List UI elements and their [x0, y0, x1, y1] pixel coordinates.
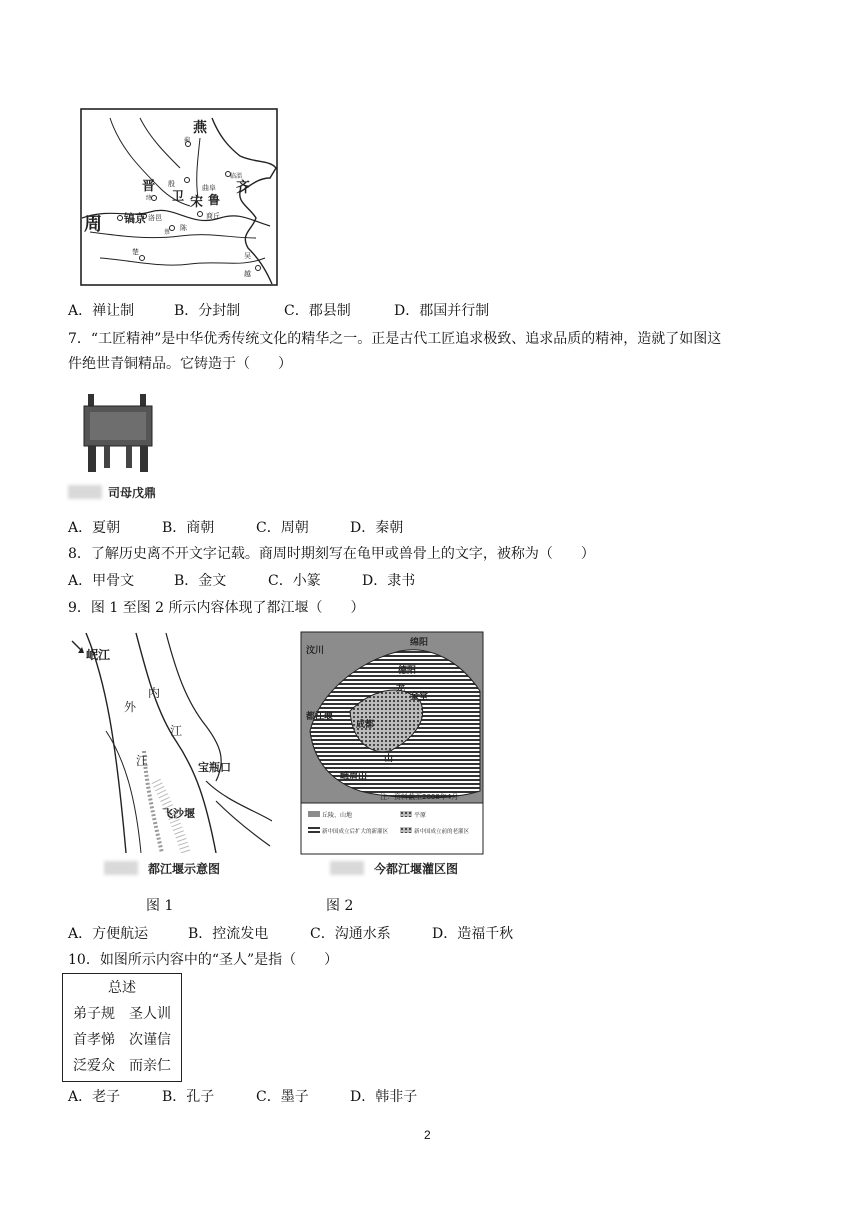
fig2-label-emeishan: 峨眉山	[340, 772, 368, 782]
q7-option-b[interactable]: B．商朝	[162, 520, 215, 536]
map-label-ji: 蓟	[184, 137, 191, 144]
fig1-label-jiang1: 江	[170, 724, 183, 738]
q9-options	[68, 924, 513, 944]
map-label-wei: 卫	[172, 189, 185, 203]
map-label-jiang: 绛	[146, 195, 153, 202]
q8-stem: 8．了解历史离不开文字记载。商周时期刻写在龟甲或兽骨上的文字，被称为（ ）	[68, 546, 595, 562]
map-label-jin: 晋	[142, 179, 156, 194]
q6-option-b[interactable]: B．分封制	[174, 303, 241, 319]
fig1-label: 图 1	[146, 898, 174, 914]
q10-option-d[interactable]: D．韩非子	[350, 1089, 418, 1105]
fig2-label-deyang: 德阳	[398, 666, 417, 676]
map-label-zhou: 周	[84, 214, 102, 235]
map-label-yin: 殷	[168, 180, 175, 188]
fig2-legend-3: 新中国成立后扩大的新灌区	[322, 829, 389, 835]
fig1-label-feishayan: 飞沙堰	[162, 807, 195, 820]
map-label-qi: 齐	[236, 180, 250, 196]
q7-option-d[interactable]: D．秦朝	[350, 520, 404, 536]
fig2-caption-blur	[330, 861, 364, 875]
map-label-chu: 楚	[132, 248, 139, 256]
ding-caption-blur	[68, 485, 102, 499]
q7-stem-line1: 7．“工匠精神”是中华优秀传统文化的精华之一。正是古代工匠追求极致、追求品质的精神，造就了如图这	[68, 331, 722, 347]
dizigui-line-2: 弟子规 圣人训	[73, 1006, 171, 1022]
fig2-caption: 今都江堰灌区图	[374, 862, 459, 876]
q7-options	[68, 518, 403, 538]
map-svg	[80, 108, 278, 286]
map-label-lu: 鲁	[208, 193, 221, 207]
ding-caption: 司母戊鼎	[108, 486, 157, 500]
q6-option-c[interactable]: C．郡县制	[284, 303, 351, 319]
q7-option-a[interactable]: A．夏朝	[68, 520, 121, 536]
fig2-svg	[300, 631, 484, 855]
map-label-cai: 蔡	[164, 229, 171, 236]
fig1-label-wai: 外	[124, 700, 137, 714]
fig2-label-dujiangyan: 都江堰	[306, 712, 334, 722]
q7-stem-line2: 件绝世青铜精品。它铸造于（ ）	[68, 356, 292, 372]
map-label-chen: 陈	[180, 224, 187, 232]
fig2-label-mianyang: 绵阳	[410, 638, 429, 648]
map-label-shangqiu: 商丘	[206, 212, 220, 220]
q10-options	[68, 1087, 417, 1107]
q8-option-d[interactable]: D．隶书	[362, 573, 416, 589]
q10-stem: 10．如图所示内容中的“圣人”是指（ ）	[68, 952, 339, 968]
map-label-song: 宋	[190, 195, 204, 210]
simuwu-ding-image	[82, 390, 154, 476]
q8-options	[68, 571, 415, 591]
dujiangyan-irrigation-map	[300, 631, 484, 855]
fig2-legend-2: 平原	[414, 812, 427, 819]
fig1-caption: 都江堰示意图	[148, 862, 221, 876]
fig2-label-jintang: 金堂	[410, 692, 429, 702]
q9-option-c[interactable]: C．沟通水系	[310, 926, 391, 942]
map-label-luoyi: 洛邑	[148, 214, 162, 222]
q6-option-a[interactable]: A．禅让制	[68, 303, 135, 319]
q10-option-a[interactable]: A．老子	[68, 1089, 121, 1105]
q8-option-c[interactable]: C．小篆	[268, 573, 321, 589]
q6-option-d[interactable]: D．郡国并行制	[394, 303, 490, 319]
q9-option-d[interactable]: D．造福千秋	[432, 926, 514, 942]
fig2-label-longquan: 龙	[396, 684, 406, 694]
q9-option-a[interactable]: A．方便航运	[68, 926, 149, 942]
fig1-label-baopingkou: 宝瓶口	[198, 761, 231, 774]
q7-option-c[interactable]: C．周朝	[256, 520, 309, 536]
fig2-label-chengdu: 成都	[356, 720, 375, 730]
map-label-haojing: 镐京	[124, 212, 146, 225]
fig1-label-minjiang: 岷江	[86, 648, 111, 662]
fig2-label-shan: 山	[384, 754, 394, 764]
fig2-legend-4: 新中国成立前的老灌区	[414, 829, 470, 835]
fig1-label-jiang2: 江	[136, 754, 149, 768]
map-label-qufu: 曲阜	[202, 184, 216, 192]
ding-svg	[82, 390, 154, 476]
q8-option-b[interactable]: B．金文	[174, 573, 227, 589]
fig2-legend-1: 丘陵、山地	[322, 812, 353, 819]
q9-option-b[interactable]: B．控流发电	[188, 926, 269, 942]
map-label-yue: 越	[244, 270, 251, 278]
fig1-label-nei: 内	[148, 686, 161, 700]
dizigui-line-1: 总述	[108, 980, 136, 996]
dizigui-line-4: 泛爱众 而亲仁	[73, 1058, 171, 1074]
q6-options	[68, 301, 489, 321]
map-label-wu: 吴	[244, 252, 251, 260]
q9-stem: 9．图 1 至图 2 所示内容体现了都江堰（ ）	[68, 600, 365, 616]
fig2-label-note: 注：资料截至2008年4月	[380, 793, 459, 801]
zhou-fengjian-map	[80, 108, 278, 286]
map-label-yan: 燕	[193, 120, 207, 136]
q8-option-a[interactable]: A．甲骨文	[68, 573, 135, 589]
dujiangyan-diagram	[66, 631, 272, 853]
dizigui-box	[62, 973, 182, 1082]
dizigui-line-3: 首孝悌 次谨信	[73, 1032, 171, 1048]
fig2-label-wenchuan: 汶川	[306, 646, 325, 656]
q10-option-b[interactable]: B．孔子	[162, 1089, 215, 1105]
fig2-label: 图 2	[326, 898, 354, 914]
q10-option-c[interactable]: C．墨子	[256, 1089, 309, 1105]
fig1-caption-blur	[104, 861, 138, 875]
page-number: 2	[424, 1128, 431, 1142]
map-label-linzi: 临淄	[230, 173, 243, 180]
fig1-svg	[66, 631, 272, 853]
